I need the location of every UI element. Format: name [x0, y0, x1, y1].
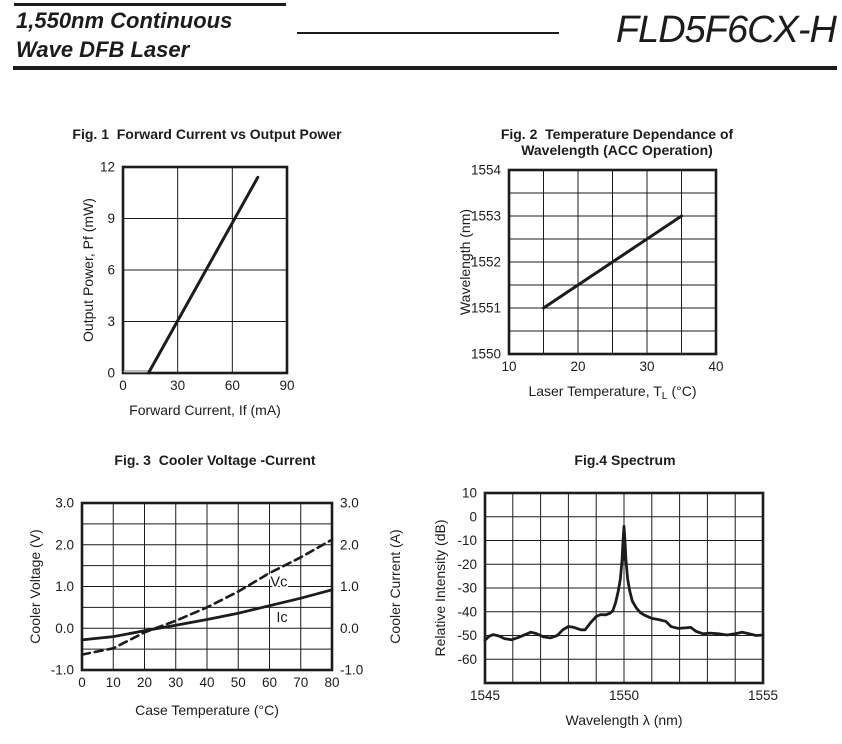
svg-text:0.0: 0.0 — [340, 620, 359, 636]
svg-text:1551: 1551 — [470, 300, 501, 316]
svg-text:9: 9 — [107, 211, 115, 226]
doc-title-line1: 1,550nm Continuous — [16, 8, 233, 33]
header-divider-rule — [297, 32, 559, 34]
figure-1-title: Fig. 1 Forward Current vs Output Power — [72, 126, 342, 142]
svg-text:50: 50 — [230, 675, 246, 690]
svg-text:40: 40 — [199, 675, 215, 690]
svg-text:1555: 1555 — [747, 688, 779, 703]
figure-2-title — [430, 126, 804, 158]
svg-text:-60: -60 — [457, 651, 477, 667]
svg-text:-1.0: -1.0 — [50, 662, 74, 678]
svg-text:Forward Current, If (mA): Forward Current, If (mA) — [129, 402, 281, 418]
svg-text:Wavelength λ (nm): Wavelength λ (nm) — [565, 712, 683, 728]
svg-text:10: 10 — [461, 485, 477, 501]
svg-text:-10: -10 — [457, 533, 477, 548]
svg-text:1550: 1550 — [470, 346, 501, 362]
svg-text:1553: 1553 — [470, 208, 501, 224]
svg-text:3.0: 3.0 — [55, 495, 74, 511]
svg-text:20: 20 — [570, 359, 586, 374]
svg-text:60: 60 — [261, 675, 278, 690]
doc-title-line2: Wave DFB Laser — [16, 37, 190, 62]
svg-text:10: 10 — [105, 675, 121, 690]
svg-text:1552: 1552 — [470, 254, 501, 270]
svg-text:6: 6 — [107, 262, 115, 278]
figure-4 — [425, 452, 825, 744]
svg-text:20: 20 — [136, 675, 153, 690]
figure-3-title: Fig. 3 Cooler Voltage -Current — [114, 452, 316, 468]
svg-text:10: 10 — [501, 359, 517, 374]
svg-text:1.0: 1.0 — [340, 579, 359, 594]
figure-1-chart — [20, 142, 394, 425]
svg-text:2.0: 2.0 — [55, 537, 74, 553]
svg-text:-1.0: -1.0 — [340, 662, 364, 678]
figure-1 — [20, 126, 394, 420]
figure-2-chart-svg — [430, 160, 804, 422]
figure-4-title: Fig.4 Spectrum — [574, 452, 676, 468]
svg-text:Relative Intensity (dB): Relative Intensity (dB) — [432, 519, 448, 657]
svg-text:Laser Temperature, TL (°C): Laser Temperature, $T_L$ (°C) — [528, 383, 697, 402]
svg-text:1554: 1554 — [470, 162, 501, 178]
svg-text:Cooler Voltage (V): Cooler Voltage (V) — [27, 529, 43, 644]
figure-4-chart-svg — [425, 470, 825, 744]
svg-text:1.0: 1.0 — [55, 579, 74, 594]
svg-text:80: 80 — [324, 675, 340, 690]
svg-text:30: 30 — [170, 378, 186, 393]
svg-text:12: 12 — [99, 159, 115, 175]
figure-3 — [15, 452, 415, 744]
svg-text:-30: -30 — [457, 580, 477, 596]
figure-2-title-line2: Wavelength (ACC Operation) — [521, 142, 713, 158]
svg-text:0: 0 — [469, 509, 477, 525]
svg-text:-20: -20 — [457, 556, 477, 572]
figure-4-chart — [425, 470, 825, 744]
svg-text:30: 30 — [168, 675, 184, 690]
svg-text:40: 40 — [708, 359, 724, 374]
figure-2-title-line1: Fig. 2 Temperature Dependance of — [500, 126, 734, 142]
svg-text:Vc: Vc — [270, 574, 288, 591]
svg-text:Case Temperature (°C): Case Temperature (°C) — [135, 702, 279, 718]
figure-2-chart — [430, 160, 804, 427]
svg-text:-40: -40 — [457, 604, 477, 620]
svg-text:70: 70 — [293, 675, 309, 690]
svg-text:60: 60 — [224, 378, 240, 393]
svg-text:1545: 1545 — [469, 688, 501, 703]
figure-3-chart — [15, 470, 415, 744]
figure-2 — [430, 126, 804, 420]
svg-text:0: 0 — [78, 675, 86, 690]
product-name: FLD5F6CX-H — [615, 9, 836, 51]
svg-text:-50: -50 — [457, 628, 477, 643]
doc-title — [16, 6, 232, 64]
header-bottom-rule — [13, 66, 837, 70]
svg-text:Cooler Current (A): Cooler Current (A) — [387, 529, 403, 644]
svg-text:30: 30 — [639, 359, 655, 374]
svg-text:0.0: 0.0 — [55, 620, 74, 636]
svg-text:90: 90 — [279, 378, 295, 393]
svg-text:0: 0 — [107, 365, 115, 381]
svg-text:Output Power, Pf (mW): Output Power, Pf (mW) — [80, 198, 96, 342]
figure-3-chart-svg — [15, 470, 415, 744]
svg-text:3: 3 — [107, 314, 115, 329]
svg-text:Wavelength (nm): Wavelength (nm) — [457, 208, 473, 316]
svg-text:0: 0 — [119, 378, 127, 393]
svg-text:3.0: 3.0 — [340, 495, 359, 511]
svg-text:1550: 1550 — [608, 688, 640, 703]
svg-text:Ic: Ic — [276, 609, 288, 626]
svg-text:2.0: 2.0 — [340, 537, 359, 553]
figure-1-chart-svg — [20, 142, 394, 420]
